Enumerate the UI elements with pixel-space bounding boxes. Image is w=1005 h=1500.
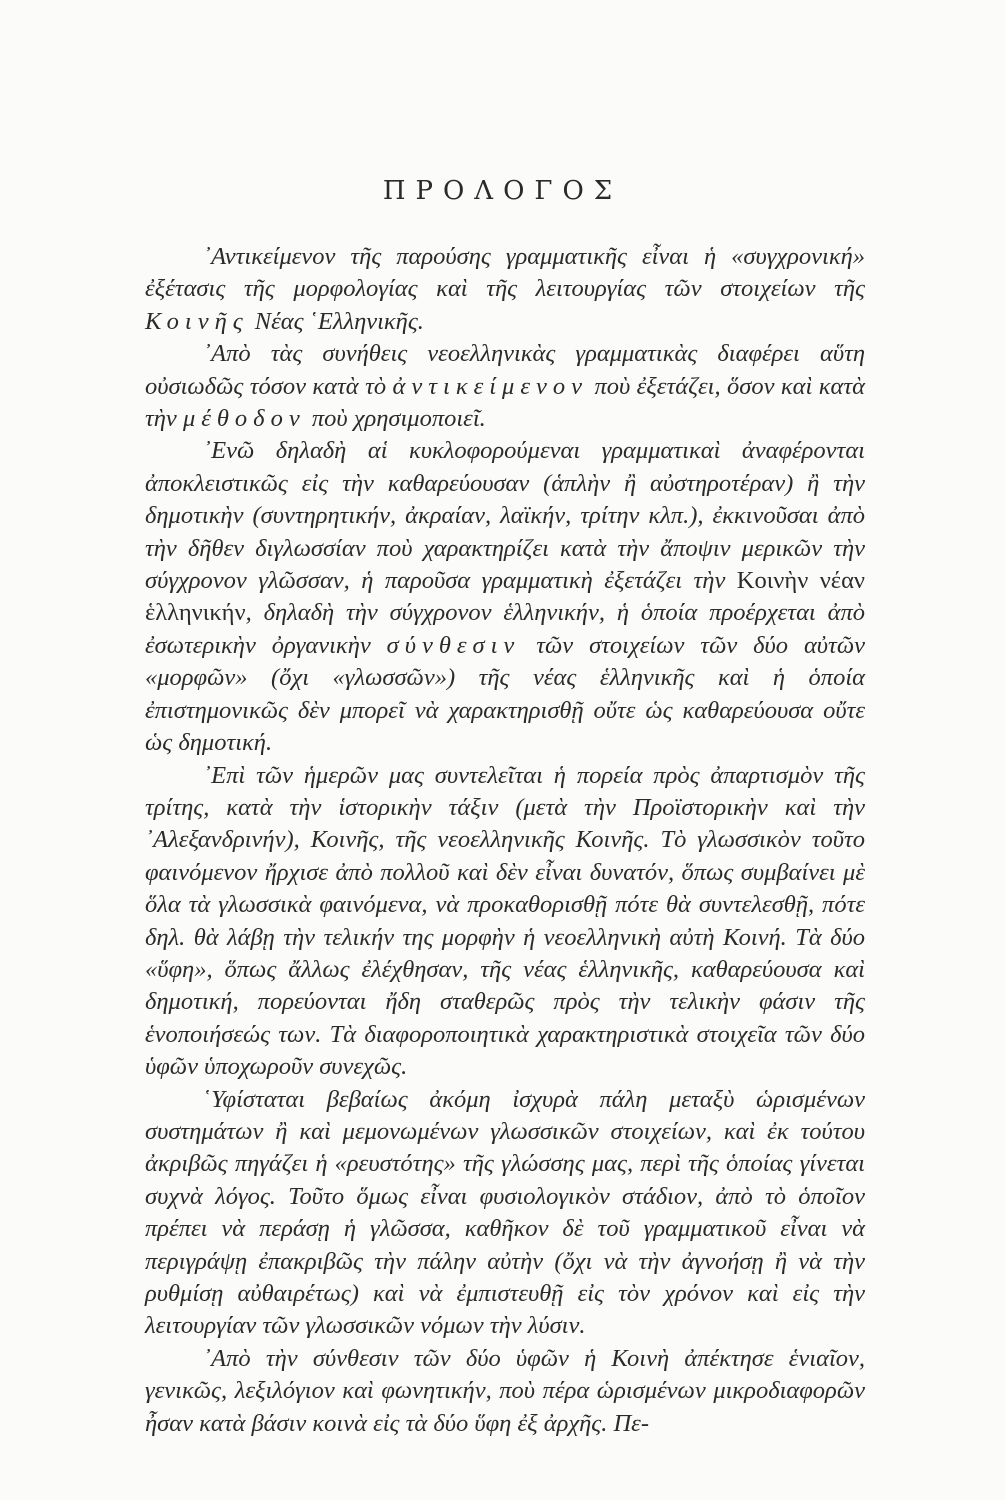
paragraph-4: ᾿Επὶ τῶν ἡμερῶν μας συντελεῖται ἡ πορεία πρὸς ἀπαρτισμὸν τῆς τρίτης, κατὰ τὴν ἱστορικὴν τάξιν (μετὰ τὴν Προϊστορικὴν καὶ τὴν ᾿Αλεξανδρινήν), Κοινῆς, τῆς νεοελληνικῆς Κοινῆς. Τὸ γλωσσικὸν τοῦτο φαινόμενον ἤρχισε ἀπὸ πολλοῦ καὶ δὲν εἶναι δυνατόν, ὅπως συμβαίνει μὲ ὅλα τὰ γλωσσικὰ φαινόμενα, νὰ προκαθορισθῇ πότε θὰ συντελεσθῇ, πότε δηλ. θὰ λάβῃ τὴν τελικήν της μορφὴν ἡ νεοελληνικὴ αὐτὴ Κοινή. Τὰ δύο «ὕφη», ὅπως ἄλλως ἐλέχθησαν, τῆς νέας ἑλληνικῆς, καθαρεύουσα καὶ δημοτική, πορεύονται ἤδη σταθερῶς πρὸς τὴν τελικὴν φάσιν τῆς ἑνοποιήσεώς των. Τὰ διαφοροποιητικὰ χαρακτηριστικὰ στοιχεῖα τῶν δύο ὑφῶν ὑποχωροῦν συνεχῶς. — [145, 761, 865, 1081]
spaced-term: μέθοδον — [182, 405, 306, 433]
spaced-term: Κοινῆς — [145, 307, 249, 335]
paragraph-5: ῾Υφίσταται βεβαίως ἀκόμη ἰσχυρὰ πάλη μεταξὺ ὡρισμένων συστημάτων ἢ καὶ μεμονωμένων γλωσσικῶν στοιχείων, καὶ ἐκ τούτου ἀκριβῶς πηγάζει ἡ «ρευστότης» τῆς γλώσσης μας, περὶ τῆς ὁποίας γίνεται συχνὰ λόγος. Τοῦτο ὅμως εἶναι φυσιολογικὸν στάδιον, ἀπὸ τὸ ὁποῖον πρέπει νὰ περάσῃ ἡ γλῶσσα, καθῆκον δὲ τοῦ γραμματικοῦ εἶναι νὰ περιγράψῃ ἐπακριβῶς τὴν πάλην αὐτὴν (ὄχι νὰ τὴν ἀγνοήσῃ ἢ νὰ τὴν ρυθμίσῃ αὐθαιρέτως) καὶ νὰ ἐμπιστευθῇ εἰς τὸν χρόνον καὶ εἰς τὴν λειτουργίαν τῶν γλωσσικῶν νόμων τὴν λύσιν. — [145, 1085, 865, 1340]
paragraph-text: ᾿Απὸ τὰς συνήθεις νεοελληνικὰς γραμματικὰς διαφέρει αὕτη οὐσιωδῶς τόσον κατὰ τὸ — [145, 340, 865, 400]
paragraph-text: Νέας ῾Ελληνικῆς. — [248, 307, 424, 335]
prologue-text — [145, 241, 865, 1440]
paragraph-6: ᾿Απὸ τὴν σύνθεσιν τῶν δύο ὑφῶν ἡ Κοινὴ ἀπέκτησε ἑνιαῖον, γενικῶς, λεξιλόγιον καὶ φωνητικήν, ποὺ πέρα ὡρισμένων μικροδιαφορῶν ἦσαν κατὰ βάσιν κοινὰ εἰς τὰ δύο ὕφη ἐξ ἀρχῆς. Πε- — [145, 1344, 865, 1437]
paragraph-text: ᾿Ενῶ δηλαδὴ αἱ κυκλοφορούμεναι γραμματικαὶ ἀναφέρονται ἀποκλειστικῶς εἰς τὴν καθαρεύουσαν (ἁπλὴν ἢ αὐστηροτέραν) ἢ τὴν δημοτικὴν (συντηρητικήν, ἀκραίαν, λαϊκήν, τρίτην κλπ.), ἐκκινοῦσαι ἀπὸ τὴν δῆθεν διγλωσσίαν ποὺ χαρακτηρίζει κατὰ τὴν ἄποψιν μερικῶν τὴν σύγχρονον γλῶσσαν, ἡ παροῦσα γραμματικὴ ἐξετάζει τὴν — [145, 437, 865, 595]
paragraph-text: ποὺ ἐξετάζει, ὅσον καὶ κατὰ τὴν — [145, 372, 865, 433]
upright-term: Κοινὴν νέαν ἑλληνικήν — [145, 567, 865, 627]
page-heading: ΠΡΟΛΟΓΟΣ — [382, 176, 623, 206]
spaced-term: σύνθεσιν — [386, 631, 521, 659]
paragraph-text: ποὺ χρησιμοποιεῖ. — [305, 405, 486, 433]
paragraph-2 — [145, 338, 865, 435]
paragraph-text: , δηλαδὴ τὴν σύγχρονον ἑλληνικήν, ἡ ὁποία προέρχεται ἀπὸ ἐσωτερικὴν ὀργανικὴν — [145, 599, 865, 659]
paragraph-text: ᾿Αντικείμενον τῆς παρούσης γραμματικῆς εἶναι ἡ «συγχρονική» ἐξέτασις τῆς μορφολογίας καὶ τῆς λειτουργίας τῶν στοιχείων τῆς — [145, 243, 865, 303]
paragraph-1 — [145, 241, 865, 338]
paragraph-text: τῶν στοιχείων τῶν δύο αὐτῶν «μορφῶν» (ὄχι «γλωσσῶν») τῆς νέας ἑλληνικῆς καὶ ἡ ὁποία ἐπιστημονικῶς δὲν μπορεῖ νὰ χαρακτηρισθῇ οὔτε ὡς καθαρεύουσα οὔτε ὡς δημοτική. — [145, 631, 865, 757]
spaced-term: ἀντικείμενον — [392, 372, 589, 400]
paragraph-3 — [145, 435, 865, 759]
